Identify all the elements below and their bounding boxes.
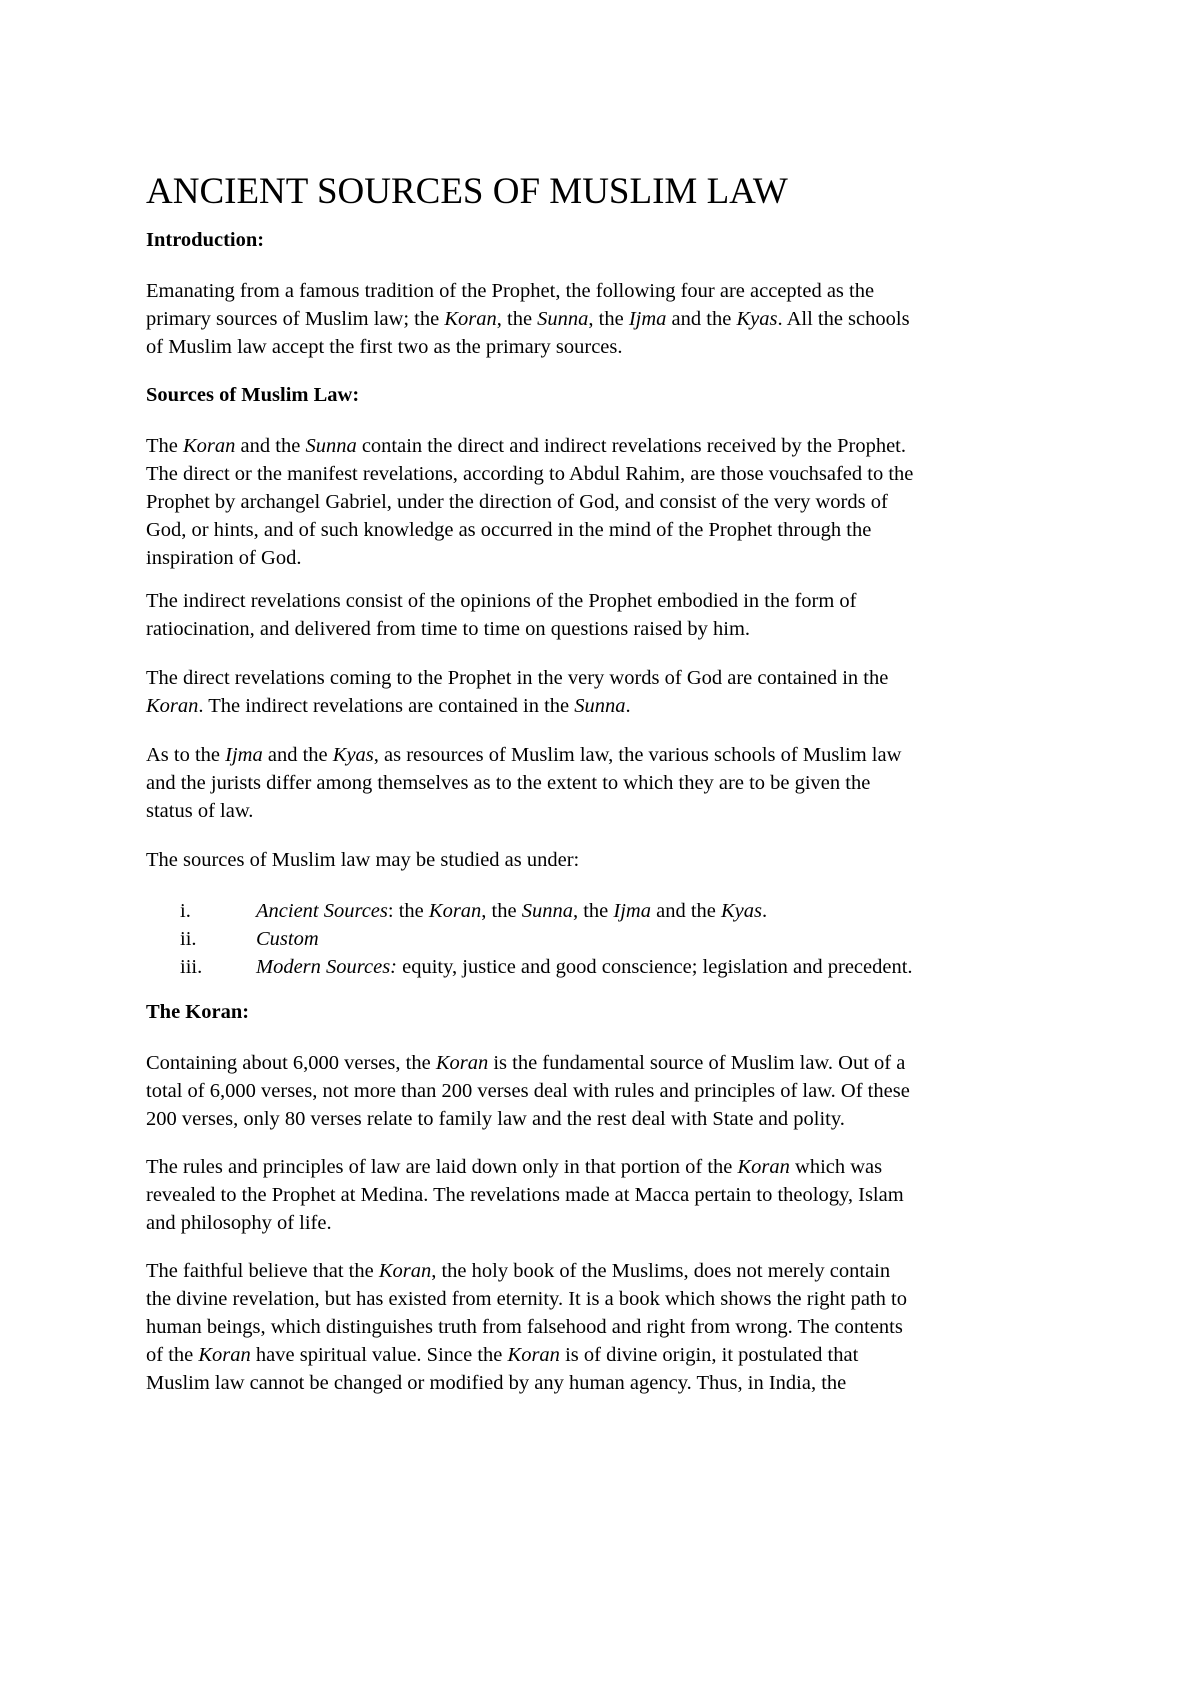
text-run: of the <box>146 1344 199 1366</box>
text-line <box>146 277 1066 305</box>
italic-term: Koran <box>737 1156 790 1178</box>
text-run: The indirect revelations consist of the opinions of the Prophet embodied in the form of <box>146 590 857 612</box>
text-run: The <box>146 435 183 457</box>
text-line <box>146 1313 1066 1341</box>
text-run: is the fundamental source of Muslim law. Out of a <box>488 1052 906 1074</box>
text-line <box>146 664 1066 692</box>
text-run: Prophet by archangel Gabriel, under the direction of God, and consist of the very words of <box>146 491 888 513</box>
text-run: God, or hints, and of such knowledge as occurred in the mind of the Prophet through the <box>146 519 872 541</box>
text-run: and philosophy of life. <box>146 1212 332 1234</box>
text-run: ratiocination, and delivered from time to time on questions raised by him. <box>146 618 751 640</box>
text-run: Muslim law cannot be changed or modified by any human agency. Thus, in India, the <box>146 1372 847 1394</box>
koran-paragraph-1 <box>146 1049 1066 1133</box>
text-run: contain the direct and indirect revelations received by the Prophet. <box>356 435 906 457</box>
text-run: The sources of Muslim law may be studied as under: <box>146 849 580 871</box>
italic-term: Sunna <box>521 900 573 922</box>
sources-paragraph-3 <box>146 664 1066 720</box>
text-line <box>146 741 1066 769</box>
text-run: which was <box>789 1156 883 1178</box>
text-run: the divine revelation, but has existed from eternity. It is a book which shows the right path to <box>146 1288 907 1310</box>
list-item-number: ii. <box>180 928 197 950</box>
text-line <box>146 1153 1066 1181</box>
text-line <box>146 1049 1066 1077</box>
text-run: , the <box>481 900 522 922</box>
text-line <box>146 797 1066 825</box>
list-item <box>146 953 1066 981</box>
sources-paragraph-1 <box>146 432 1066 572</box>
italic-term: Sunna <box>305 435 357 457</box>
koran-paragraph-2 <box>146 1153 1066 1237</box>
italic-term: Koran <box>507 1344 560 1366</box>
text-run: and the <box>262 744 333 766</box>
text-line <box>146 846 1066 874</box>
italic-term: Ancient Sources <box>256 900 388 922</box>
text-line <box>146 488 1066 516</box>
text-run: Emanating from a famous tradition of the Prophet, the following four are accepted as the <box>146 280 875 302</box>
italic-term: Ijma <box>628 308 667 330</box>
document-title: ANCIENT SOURCES OF MUSLIM LAW <box>146 171 788 212</box>
italic-term: Koran <box>435 1052 489 1074</box>
text-line <box>146 1077 1066 1105</box>
koran-heading: The Koran: <box>146 1001 250 1023</box>
introduction-paragraph <box>146 277 1066 361</box>
italic-term: Koran <box>198 1344 251 1366</box>
text-line <box>146 1341 1066 1369</box>
text-line <box>146 1285 1066 1313</box>
text-run: have spiritual value. Since the <box>250 1344 508 1366</box>
text-line <box>146 1369 1066 1397</box>
italic-term: Ijma <box>613 900 651 922</box>
text-run: and the <box>666 308 737 330</box>
italic-term: Modern Sources: <box>256 956 397 978</box>
text-run: , the <box>588 308 629 330</box>
text-run: . <box>625 695 631 717</box>
italic-term: Kyas <box>736 308 778 330</box>
italic-term: Sunna <box>537 308 589 330</box>
text-line <box>146 305 1066 333</box>
koran-paragraph-3 <box>146 1257 1066 1397</box>
text-run: is of divine origin, it postulated that <box>559 1344 859 1366</box>
text-run: . The indirect revelations are contained in the <box>198 695 575 717</box>
text-run: total of 6,000 verses, not more than 200 verses deal with rules and principles of law. Of these <box>146 1080 910 1102</box>
text-line <box>146 544 1066 572</box>
text-line <box>146 1209 1066 1237</box>
italic-term: Kyas <box>332 744 374 766</box>
italic-term: Koran <box>444 308 497 330</box>
text-run: , as resources of Muslim law, the various schools of Muslim law <box>373 744 902 766</box>
text-run: Containing about 6,000 verses, the <box>146 1052 436 1074</box>
text-line <box>146 692 1066 720</box>
text-run: , the <box>496 308 538 330</box>
text-line <box>146 432 1066 460</box>
sources-list <box>146 897 1066 981</box>
text-run: and the jurists differ among themselves as to the extent to which they are to be given the <box>146 772 871 794</box>
text-run: 200 verses, only 80 verses relate to family law and the rest deal with State and polity. <box>146 1108 845 1130</box>
text-run: , the <box>572 900 614 922</box>
text-run: . <box>762 900 768 922</box>
text-line <box>146 516 1066 544</box>
text-line <box>146 615 1066 643</box>
italic-term: Koran <box>428 900 482 922</box>
sources-paragraph-4 <box>146 741 1066 825</box>
text-run: equity, justice and good conscience; legislation and precedent. <box>397 956 913 978</box>
list-item <box>146 897 1066 925</box>
italic-term: Ijma <box>225 744 263 766</box>
text-run: The direct or the manifest revelations, according to Abdul Rahim, are those vouchsafed to the <box>146 463 914 485</box>
introduction-heading: Introduction: <box>146 229 265 251</box>
text-run: , the holy book of the Muslims, does not merely contain <box>431 1260 891 1282</box>
italic-term: Sunna <box>574 695 626 717</box>
text-run: The faithful believe that the <box>146 1260 379 1282</box>
sources-paragraph-2 <box>146 587 1066 643</box>
text-run: The rules and principles of law are laid down only in that portion of the <box>146 1156 738 1178</box>
sources-paragraph-5 <box>146 846 1066 874</box>
text-run: . All the schools <box>777 308 910 330</box>
italic-term: Custom <box>256 928 319 950</box>
sources-heading: Sources of Muslim Law: <box>146 384 360 406</box>
text-run: status of law. <box>146 800 254 822</box>
text-run: and the <box>235 435 306 457</box>
text-run: As to the <box>146 744 226 766</box>
italic-term: Koran <box>378 1260 432 1282</box>
text-run: revealed to the Prophet at Medina. The revelations made at Macca pertain to theology, Islam <box>146 1184 904 1206</box>
text-run: : the <box>387 900 429 922</box>
italic-term: Koran <box>146 695 199 717</box>
list-item-number: iii. <box>180 956 203 978</box>
text-line <box>146 587 1066 615</box>
italic-term: Kyas <box>721 900 762 922</box>
text-line <box>146 1181 1066 1209</box>
text-run: of Muslim law accept the first two as the primary sources. <box>146 336 623 358</box>
text-run: primary sources of Muslim law; the <box>146 308 445 330</box>
text-line <box>146 333 1066 361</box>
text-line <box>146 460 1066 488</box>
text-run: human beings, which distinguishes truth from falsehood and right from wrong. The contents <box>146 1316 903 1338</box>
list-item-number: i. <box>180 900 191 922</box>
text-line <box>146 1257 1066 1285</box>
text-run: and the <box>650 900 721 922</box>
text-run: inspiration of God. <box>146 547 302 569</box>
text-line <box>146 769 1066 797</box>
text-line <box>146 1105 1066 1133</box>
list-item <box>146 925 1066 953</box>
italic-term: Koran <box>183 435 236 457</box>
text-run: The direct revelations coming to the Prophet in the very words of God are contained in the <box>146 667 889 689</box>
